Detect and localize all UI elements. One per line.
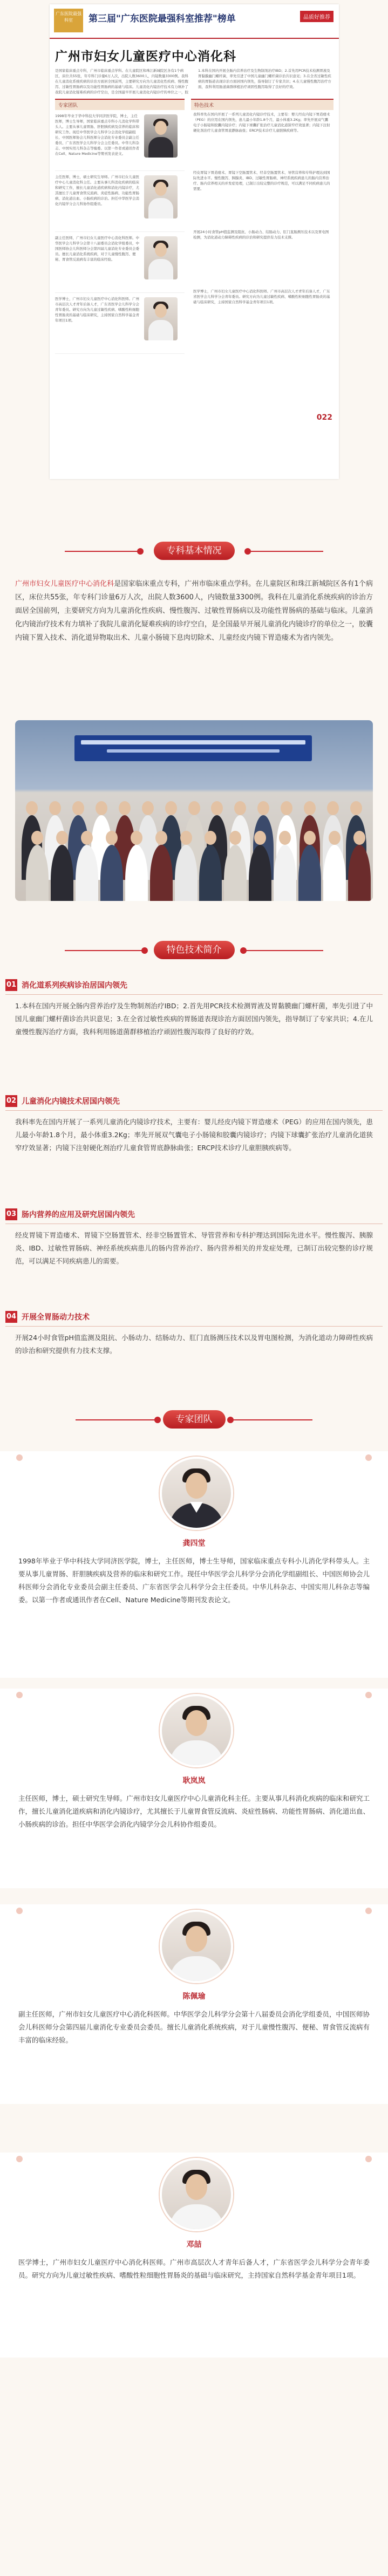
group-photo-head (26, 801, 38, 815)
feature-item (5, 979, 383, 1087)
section-title-label: 专家团队 (163, 1410, 226, 1429)
expert-card (0, 1451, 388, 1678)
newspaper-expert-bio: 主任医师，博士，硕士研究生导师。广州市妇女儿童医疗中心儿童消化科主任。主要从事儿科消化疾病的临床和研究工作，擅长儿童消化道疾病和消化内镜诊疗，尤其擅长于儿童胃食管反流病、炎症性肠病、功能性胃肠病、消化道出血、小肠疾病的诊治。担任中华医学会消化内镜学分会儿科协作组委员。 (55, 175, 139, 206)
section-title-features (0, 939, 388, 962)
newspaper-clipping (50, 4, 339, 479)
group-photo-head (81, 831, 93, 845)
newspaper-expert-row (55, 293, 185, 354)
expert-portrait (160, 1457, 233, 1530)
group-photo-head (257, 801, 269, 815)
group-photo-head (49, 801, 61, 815)
group-photo-head (304, 801, 316, 815)
conference-banner (74, 735, 312, 761)
newspaper-expert-row (55, 110, 185, 171)
feature-title: 肠内营养的应用及研究居国内领先 (22, 1211, 135, 1219)
group-photo-head (304, 831, 316, 845)
newspaper-feature-text: 医学博士，广州市妇女儿童医疗中心消化科医师。广州市高层次人才青年后备人才，广东省医学会儿科学分会青年委员。研究方向为儿童过敏性疾病、嗜酸性粒细胞性胃肠炎的基础与临床研究，主持国家自然科学基金青年项目1项。 (193, 289, 330, 304)
feature-text: 1.本科在国内开展全肠内营养治疗及生物制剂治疗IBD；2.首先用PCR技术检测胃液及胃黏膜幽门螺杆菌，率先引进了中国儿童幽门螺杆菌诊治共识意见；3.在全省过敏性疾病的胃肠道表现诊治方面居国内领先，指导制订了专家共识；4.在儿童慢性腹泻治疗方面，我科利用肠道菌群移植治疗顽固性腹泻取得了良好的疗效。 (15, 1002, 373, 1036)
feature-text: 经皮胃镜下胃造瘘术、胃镜下空肠置管术、经非空肠置管术、导管营养和专科护理达到国际先进水平。慢性腹泻、胰腺炎、IBD、过敏性胃肠病、神经系统疾病患儿的肠内营养治疗、肠内营养相关的并发症处理，已制订出较完整的诊疗规范，可以满足不同疾病患儿的需要。 (15, 1231, 373, 1265)
newspaper-expert-row (55, 232, 185, 293)
expert-bio: 1998年毕业于华中科技大学同济医学院，博士，主任医师，博士生导师，国家临床重点专科小儿消化学科带头人。主要从事儿童胃肠、肝胆胰疾病及营养的临床和研究工作。现任中华医学会儿科学分会消化学组副组长、中国医师协会儿科医师分会消化专业委员会副主任委员、广东省医学会儿科学分会主任委员。中华儿科杂志、中国实用儿科杂志等编委。以第一作者或通讯作者在Cell、Nature Medicine等期刊发表论文。 (18, 1557, 370, 1604)
section-title-intro (0, 539, 388, 563)
intro-text: 是国家临床重点专科，广州市临床重点学科。在儿童院区和珠江新城院区各有1个病区，床位共55张，年专科门诊量6万人次，出院人数3600人，内镜数量3300例。我科在儿童消化系统疾病的诊治方面居全国前列，主要研究方向为儿童消化性疾病、慢性腹泻、过敏性胃肠病以及功能性胃肠病的基础与临床。儿童消化内镜治疗技术有力填补了我院儿童消化疑难疾病的诊疗空白，是全国最早开展儿童消化内镜诊疗的单位之一，胶囊内镜下置入技术、消化道异物取出术、儿童小肠镜下息肉切除术、儿童经皮内镜下胃造瘘术为省内领先。 (15, 580, 373, 642)
newspaper-expert-bio: 1998年毕业于华中科技大学同济医学院，博士，主任医师，博士生导师，国家临床重点专科小儿消化学科带头人。主要从事儿童胃肠、肝胆胰疾病及营养的临床和研究工作。现任中华医学会儿科学分会消化学组副组长、中国医师协会儿科医师分会消化专业委员会副主任委员、广东省医学会儿科学分会主任委员。中华儿科杂志、中国实用儿科杂志等编委。以第一作者或通讯作者在Cell、Nature Medicine等期刊发表论文。 (55, 114, 139, 156)
feature-number: 01 (5, 979, 17, 991)
expert-photo (144, 114, 178, 158)
group-photo-head (234, 801, 246, 815)
group-photo-person (348, 845, 371, 901)
expert-name: 耿岚岚 (182, 1776, 206, 1785)
expert-card (0, 1689, 388, 1888)
newspaper-expert-bio: 副主任医师，广州市妇女儿童医疗中心消化科医师。中华医学会儿科学分会第十八届委员会消化学组委员，中国医师协会儿科医师分会第四届儿童消化专业委员会委员。擅长儿童消化系统疾病，对于儿童慢性腹泻、便秘、胃食管反流病有丰富的临床经验。 (55, 236, 139, 262)
page-number: 022 (316, 413, 332, 422)
masthead-title: 第三届"广东医院最强科室推荐"榜单 (89, 13, 236, 24)
expert-card (0, 1904, 388, 2104)
group-photo-head (131, 831, 142, 845)
column-head: 特色技术 (191, 100, 333, 110)
newspaper-feature-text: 开展24小时食管pH值监测及阻抗、小肠动力、结肠动力、肛门直肠测压技术以及胃电图检测，为消化道动力障碍性疾病的诊治和研究提供有力技术支撑。 (193, 230, 329, 240)
column-head: 专家团队 (55, 100, 185, 110)
expert-photo (144, 236, 178, 279)
section-title-label: 特色技术简介 (154, 941, 235, 959)
section-title-experts (0, 1408, 388, 1432)
group-photo-head (327, 801, 339, 815)
group-photo-head (350, 801, 362, 815)
group-photo-head (165, 801, 177, 815)
expert-portrait (160, 1694, 233, 1767)
feature-number: 02 (5, 1095, 17, 1107)
expert-name: 陈佩瑜 (182, 1992, 206, 2001)
feature-text: 开展24小时食管pH值监测及阻抗、小肠动力、结肠动力、肛门直肠测压技术以及胃电图检测，为消化道动力障碍性疾病的诊治和研究提供有力技术支撑。 (15, 1334, 373, 1355)
newspaper-intro-text-2: 1.本科在国内开展全肠内营养治疗及生物制剂治疗IBD；2.首先用PCR技术检测胃液及胃黏膜幽门螺杆菌，率先引进了中国儿童幽门螺杆菌诊治共识意见；3.在全省过敏性疾病的胃肠道表现诊治方面居国内领先，指导制订了专家共识；4.在儿童慢性腹泻治疗方面，我科利用肠道菌群移植治疗顽固性腹泻取得了良好的疗效。 (198, 69, 331, 89)
group-photo-head (353, 831, 365, 845)
feature-number: 04 (5, 1311, 17, 1323)
newspaper-headline: 广州市妇女儿童医疗中心消化科 (55, 49, 236, 64)
group-photo-head (180, 831, 192, 845)
expert-bio: 主任医师，博士，硕士研究生导师。广州市妇女儿童医疗中心儿童消化科主任。主要从事儿科消化疾病的临床和研究工作，擅长儿童消化道疾病和消化内镜诊疗，尤其擅长于儿童胃食管反流病、炎症性肠病、功能性胃肠病、消化道出血、小肠疾病的诊治。担任中华医学会消化内镜学分会儿科协作组委员。 (18, 1794, 370, 1828)
group-photo-head (96, 801, 107, 815)
masthead (50, 4, 339, 39)
team-group-photo (15, 720, 373, 901)
expert-name: 邓喆 (186, 2240, 202, 2249)
group-photo-head (211, 801, 223, 815)
feature-item (5, 1311, 383, 1386)
intro-paragraph (15, 577, 373, 645)
group-photo-head (142, 801, 154, 815)
feature-title: 儿童消化内镜技术居国内领先 (22, 1097, 120, 1106)
group-photo-head (281, 801, 292, 815)
expert-bio: 医学博士，广州市妇女儿童医疗中心消化科医师。广州市高层次人才青年后备人才，广东省医学会儿科学分会青年委员。研究方向为儿童过敏性疾病、嗜酸性粒细胞性胃肠炎的基础与临床研究，主持国家自然科学基金青年项目1项。 (18, 2258, 370, 2279)
group-photo-head (56, 831, 68, 845)
feature-item (5, 1095, 383, 1203)
feature-item (5, 1208, 383, 1306)
feature-text: 我科率先在国内开展了一系列儿童消化内镜诊疗技术，主要有：婴儿经皮内镜下胃造瘘术（PEG）的应用在国内领先，患儿最小年龄1.8个月，最小体重3.2Kg；率先开展双气囊电子小肠镜和胶囊内镜诊疗；内镜下球囊扩张治疗儿童消化道狭窄疗效显著；内镜下注射硬化剂治疗儿童食管胃底静脉曲张；ERCP技术诊疗儿童胆胰疾病等。 (15, 1118, 373, 1152)
award-badge: 广东医院最强科室 (54, 9, 83, 32)
newspaper-feature-text: 经皮胃镜下胃造瘘术、胃镜下空肠置管术、经非空肠置管术、导管营养和专科护理达到国际先进水平。慢性腹泻、胰腺炎、IBD、过敏性胃肠病、神经系统疾病患儿的肠内营养治疗、肠内营养相关的并发症处理，已制订出较完整的诊疗规范，可以满足不同疾病患儿的需要。 (193, 170, 330, 191)
group-photo-head (119, 801, 131, 815)
expert-name: 龚四堂 (182, 1539, 206, 1548)
group-photo-head (106, 831, 118, 845)
expert-bio: 副主任医师，广州市妇女儿童医疗中心消化科医师。中华医学会儿科学分会第十八届委员会消化学组委员，中国医师协会儿科医师分会第四届儿童消化专业委员会委员。擅长儿童消化系统疾病，对于儿童慢性腹泻、便秘、胃食管反流病有丰富的临床经验。 (18, 2010, 370, 2044)
group-photo-head (72, 801, 84, 815)
newspaper-intro-text: 是国家临床重点专科，广州市临床重点学科。在儿童院区和珠江新城院区各有1个病区，床位共55张，年专科门诊量6万人次，出院人数3600人，内镜数量3300例。我科在儿童消化系统疾病的诊治方面居全国前列，主要研究方向为儿童消化性疾病、慢性腹泻、过敏性胃肠病以及功能性胃肠病的基础与临床。儿童消化内镜治疗技术有力填补了我院儿童消化疑难疾病的诊疗空白，是全国最早开展儿童消化内镜诊疗的单位之一，胶 (55, 69, 188, 94)
group-photo-head (188, 801, 200, 815)
newspaper-experts-column (55, 99, 185, 353)
feature-title: 开展全胃肠动力技术 (22, 1313, 90, 1322)
expert-portrait (160, 2158, 233, 2231)
newspaper-expert-row (55, 171, 185, 232)
group-photo-head (31, 831, 43, 845)
group-photo-head (329, 831, 341, 845)
newspaper-features-column (191, 99, 333, 353)
expert-photo (144, 175, 178, 218)
feature-number: 03 (5, 1208, 17, 1220)
expert-portrait (160, 1910, 233, 1983)
newspaper-expert-bio: 医学博士，广州市妇女儿童医疗中心消化科医师。广州市高层次人才青年后备人才，广东省医学会儿科学分会青年委员。研究方向为儿童过敏性疾病、嗜酸性粒细胞性胃肠炎的基础与临床研究，主持国家自然科学基金青年项目1项。 (55, 297, 139, 323)
masthead-tag: 品质好推荐 (300, 11, 333, 22)
intro-highlight: 广州市妇女儿童医疗中心消化科 (15, 580, 114, 588)
expert-photo (144, 297, 178, 340)
feature-title: 消化道系列疾病诊治居国内领先 (22, 981, 127, 990)
expert-card (0, 2153, 388, 2358)
group-photo-head (155, 831, 167, 845)
newspaper-feature-text: 我科率先在国内开展了一系列儿童消化内镜诊疗技术，主要有：婴儿经皮内镜下胃造瘘术（PEG）的应用在国内领先，患儿最小年龄1.8个月，最小体重3.2Kg；率先开展双气囊电子小肠镜和胶囊内镜诊疗；内镜下球囊扩张治疗儿童消化道狭窄疗效显著；内镜下注射硬化剂治疗儿童食管胃底静脉曲张；ERCP技术诊疗儿童胆胰疾病等。 (193, 112, 330, 133)
section-title-label: 专科基本情况 (154, 542, 235, 560)
